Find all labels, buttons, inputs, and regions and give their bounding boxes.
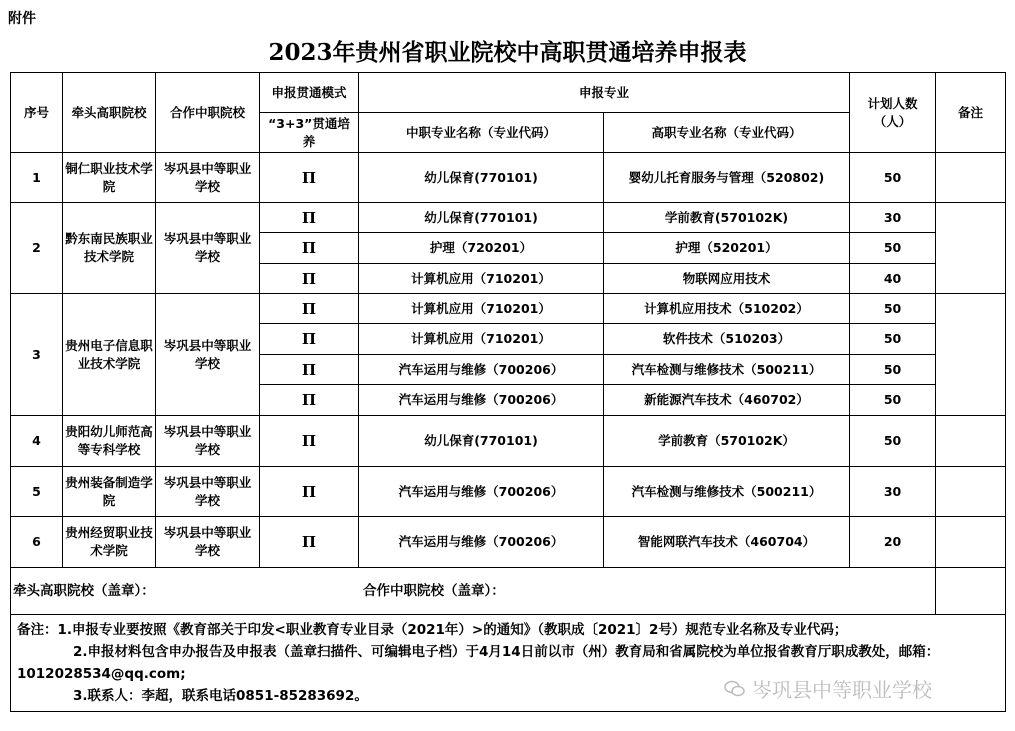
watermark-text: 岑巩县中等职业学校 xyxy=(752,678,932,702)
row-seq: 2 xyxy=(11,203,63,294)
higher-major: 智能网联汽车技术（460704） xyxy=(604,517,850,568)
mode-mark: Π xyxy=(260,355,359,385)
table-row xyxy=(11,416,1006,467)
header-partner-school: 合作中职院校 xyxy=(156,73,260,153)
seal-cell xyxy=(11,568,936,615)
remark-cell xyxy=(936,416,1006,467)
remark-cell xyxy=(936,467,1006,517)
application-table xyxy=(10,72,1006,712)
plan-count: 20 xyxy=(850,517,936,568)
seal-remark-cell xyxy=(936,568,1006,615)
plan-count: 30 xyxy=(850,203,936,233)
higher-major: 护理（520201） xyxy=(604,233,850,264)
table-row xyxy=(11,203,1006,233)
table-row xyxy=(11,294,1006,324)
row-seq: 6 xyxy=(11,517,63,568)
header-major: 申报专业 xyxy=(359,73,850,113)
table-row xyxy=(11,467,1006,517)
secondary-major: 护理（720201） xyxy=(359,233,604,264)
mode-mark: Π xyxy=(260,294,359,324)
attachment-label: 附件 xyxy=(8,11,36,27)
secondary-major: 汽车运用与维修（700206） xyxy=(359,355,604,385)
partner-school: 岑巩县中等职业学校 xyxy=(156,153,260,203)
plan-count: 50 xyxy=(850,294,936,324)
lead-college: 贵州电子信息职业技术学院 xyxy=(63,294,156,416)
mode-mark: Π xyxy=(260,203,359,233)
mode-mark: Π xyxy=(260,517,359,568)
partner-school: 岑巩县中等职业学校 xyxy=(156,203,260,294)
partner-school: 岑巩县中等职业学校 xyxy=(156,294,260,416)
header-lead-college: 牵头高职院校 xyxy=(63,73,156,153)
row-seq: 4 xyxy=(11,416,63,467)
secondary-major: 计算机应用（710201） xyxy=(359,324,604,355)
note-1: 备注：1.申报专业要按照《教育部关于印发<职业教育专业目录（2021年）>的通知》（教职成〔2021〕2号）规范专业名称及专业代码； xyxy=(17,622,848,638)
plan-count: 50 xyxy=(850,324,936,355)
higher-major: 学前教育(570102K) xyxy=(604,203,850,233)
plan-count: 50 xyxy=(850,416,936,467)
remark-cell xyxy=(936,203,1006,294)
wechat-icon xyxy=(724,680,746,698)
partner-school: 岑巩县中等职业学校 xyxy=(156,517,260,568)
higher-major: 物联网应用技术 xyxy=(604,264,850,294)
row-seq: 1 xyxy=(11,153,63,203)
row-seq: 5 xyxy=(11,467,63,517)
mode-mark: Π xyxy=(260,416,359,467)
remark-cell xyxy=(936,517,1006,568)
secondary-major: 汽车运用与维修（700206） xyxy=(359,385,604,416)
lead-college: 黔东南民族职业技术学院 xyxy=(63,203,156,294)
note-3: 3.联系人：李超，联系电话0851-85283692。 xyxy=(73,688,368,704)
higher-major: 新能源汽车技术（460702） xyxy=(604,385,850,416)
watermark xyxy=(724,674,932,703)
table-row xyxy=(11,517,1006,568)
higher-major: 计算机应用技术（510202） xyxy=(604,294,850,324)
secondary-major: 幼儿保育(770101) xyxy=(359,416,604,467)
mode-mark: Π xyxy=(260,264,359,294)
page-title: 2023年贵州省职业院校中高职贯通培养申报表 xyxy=(268,39,747,66)
higher-major: 汽车检测与维修技术（500211） xyxy=(604,355,850,385)
header-mode-sub: “3+3”贯通培养 xyxy=(260,113,359,153)
plan-count: 30 xyxy=(850,467,936,517)
plan-count: 50 xyxy=(850,355,936,385)
remark-cell xyxy=(936,294,1006,416)
table-row xyxy=(11,153,1006,203)
mode-mark: Π xyxy=(260,385,359,416)
secondary-major: 计算机应用（710201） xyxy=(359,294,604,324)
header-plan: 计划人数（人） xyxy=(850,73,936,153)
mode-mark: Π xyxy=(260,467,359,517)
plan-count: 50 xyxy=(850,385,936,416)
plan-count: 50 xyxy=(850,233,936,264)
secondary-major: 计算机应用（710201） xyxy=(359,264,604,294)
header-mode: 申报贯通模式 xyxy=(260,73,359,113)
plan-count: 50 xyxy=(850,153,936,203)
header-remark: 备注 xyxy=(936,73,1006,153)
mode-mark: Π xyxy=(260,153,359,203)
note-2: 2.申报材料包含申办报告及申报表（盖章扫描件、可编辑电子档）于4月14日前以市（州）教育局和省属院校为单位报省教育厅职成教处，邮箱：1012028534@qq.com; xyxy=(17,644,940,682)
mode-mark: Π xyxy=(260,324,359,355)
seal-lead-label: 牵头高职院校（盖章）： xyxy=(13,583,155,599)
secondary-major: 幼儿保育(770101) xyxy=(359,203,604,233)
partner-school: 岑巩县中等职业学校 xyxy=(156,416,260,467)
header-higher-major: 高职专业名称（专业代码） xyxy=(604,113,850,153)
seal-partner-label: 合作中职院校（盖章）： xyxy=(363,583,505,599)
higher-major: 软件技术（510203） xyxy=(604,324,850,355)
lead-college: 贵州装备制造学院 xyxy=(63,467,156,517)
remark-cell xyxy=(936,153,1006,203)
lead-college: 贵阳幼儿师范高等专科学校 xyxy=(63,416,156,467)
secondary-major: 汽车运用与维修（700206） xyxy=(359,517,604,568)
seal-row xyxy=(11,568,1006,615)
header-seq: 序号 xyxy=(11,73,63,153)
higher-major: 学前教育（570102K） xyxy=(604,416,850,467)
row-seq: 3 xyxy=(11,294,63,416)
lead-college: 贵州经贸职业技术学院 xyxy=(63,517,156,568)
partner-school: 岑巩县中等职业学校 xyxy=(156,467,260,517)
higher-major: 婴幼儿托育服务与管理（520802) xyxy=(604,153,850,203)
header-secondary-major: 中职专业名称（专业代码） xyxy=(359,113,604,153)
plan-count: 40 xyxy=(850,264,936,294)
lead-college: 铜仁职业技术学院 xyxy=(63,153,156,203)
mode-mark: Π xyxy=(260,233,359,264)
secondary-major: 汽车运用与维修（700206） xyxy=(359,467,604,517)
higher-major: 汽车检测与维修技术（500211） xyxy=(604,467,850,517)
secondary-major: 幼儿保育(770101) xyxy=(359,153,604,203)
